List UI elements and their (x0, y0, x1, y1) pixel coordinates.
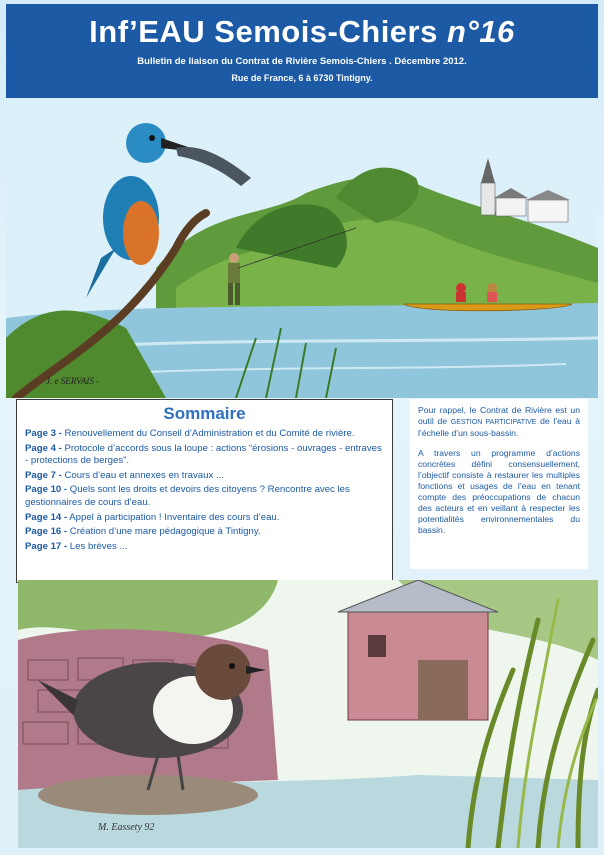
sommaire-entry: Page 14 - Appel à participation ! Inventaire des cours d’eau. (25, 511, 280, 523)
issue-number: n°16 (446, 14, 515, 49)
address: Rue de France, 6 à 6730 Tintigny. (231, 73, 373, 83)
subtitle: Bulletin de liaison du Contrat de Rivière Semois-Chiers . Décembre 2012. (137, 56, 467, 67)
top-illustration (6, 98, 598, 398)
sommaire-entry: Page 10 - Quels sont les droits et devoirs des citoyens ? Rencontre avec les gestionnaires de cours d’eau. (25, 484, 350, 508)
sommaire-entry: Page 7 - Cours d’eau et annexes en travaux ... (25, 469, 224, 481)
rappel-box (410, 399, 588, 569)
header-banner (6, 4, 598, 98)
sommaire-entry: Page 4 - Protocole d’accords sous la loupe : actions “érosions - ouvrages - entraves - protections de berges”. (25, 442, 382, 467)
rappel-paragraph-2: A travers un programme d’actions concrètes défini consensuellement, l’objectif consiste à restaurer les multiples fonctions et usages de l’eau en tenant compte des préoccupations de chacun des acteurs et en veillant à respecter les potentialités environnementales du bassin. (418, 448, 580, 535)
bottom-illustration (18, 580, 598, 848)
kingfisher-river-painting (6, 98, 598, 398)
dipper-mill-painting (18, 580, 598, 848)
sommaire-box (16, 399, 393, 583)
sommaire-title: Sommaire (163, 404, 246, 423)
page-title (6, 14, 598, 50)
bottom-illustration-signature: M. Eassety 92 (98, 822, 155, 833)
top-illustration-signature: J. e SERVAIS - (46, 376, 100, 386)
sommaire-entry: Page 3 - Renouvellement du Conseil d’Administration et du Comité de rivière. (25, 428, 355, 439)
sommaire-entry: Page 16 - Création d’une mare pédagogique à Tintigny. (25, 526, 261, 538)
sommaire-entry: Page 17 - Les brèves ... (25, 540, 128, 552)
rappel-paragraph-1: Pour rappel, le Contrat de Rivière est un outil de GESTION PARTICIPATIVE de l’eau à l’échelle d’un sous-bassin. (418, 405, 580, 438)
title-main: Inf’EAU Semois-Chiers (89, 14, 447, 49)
